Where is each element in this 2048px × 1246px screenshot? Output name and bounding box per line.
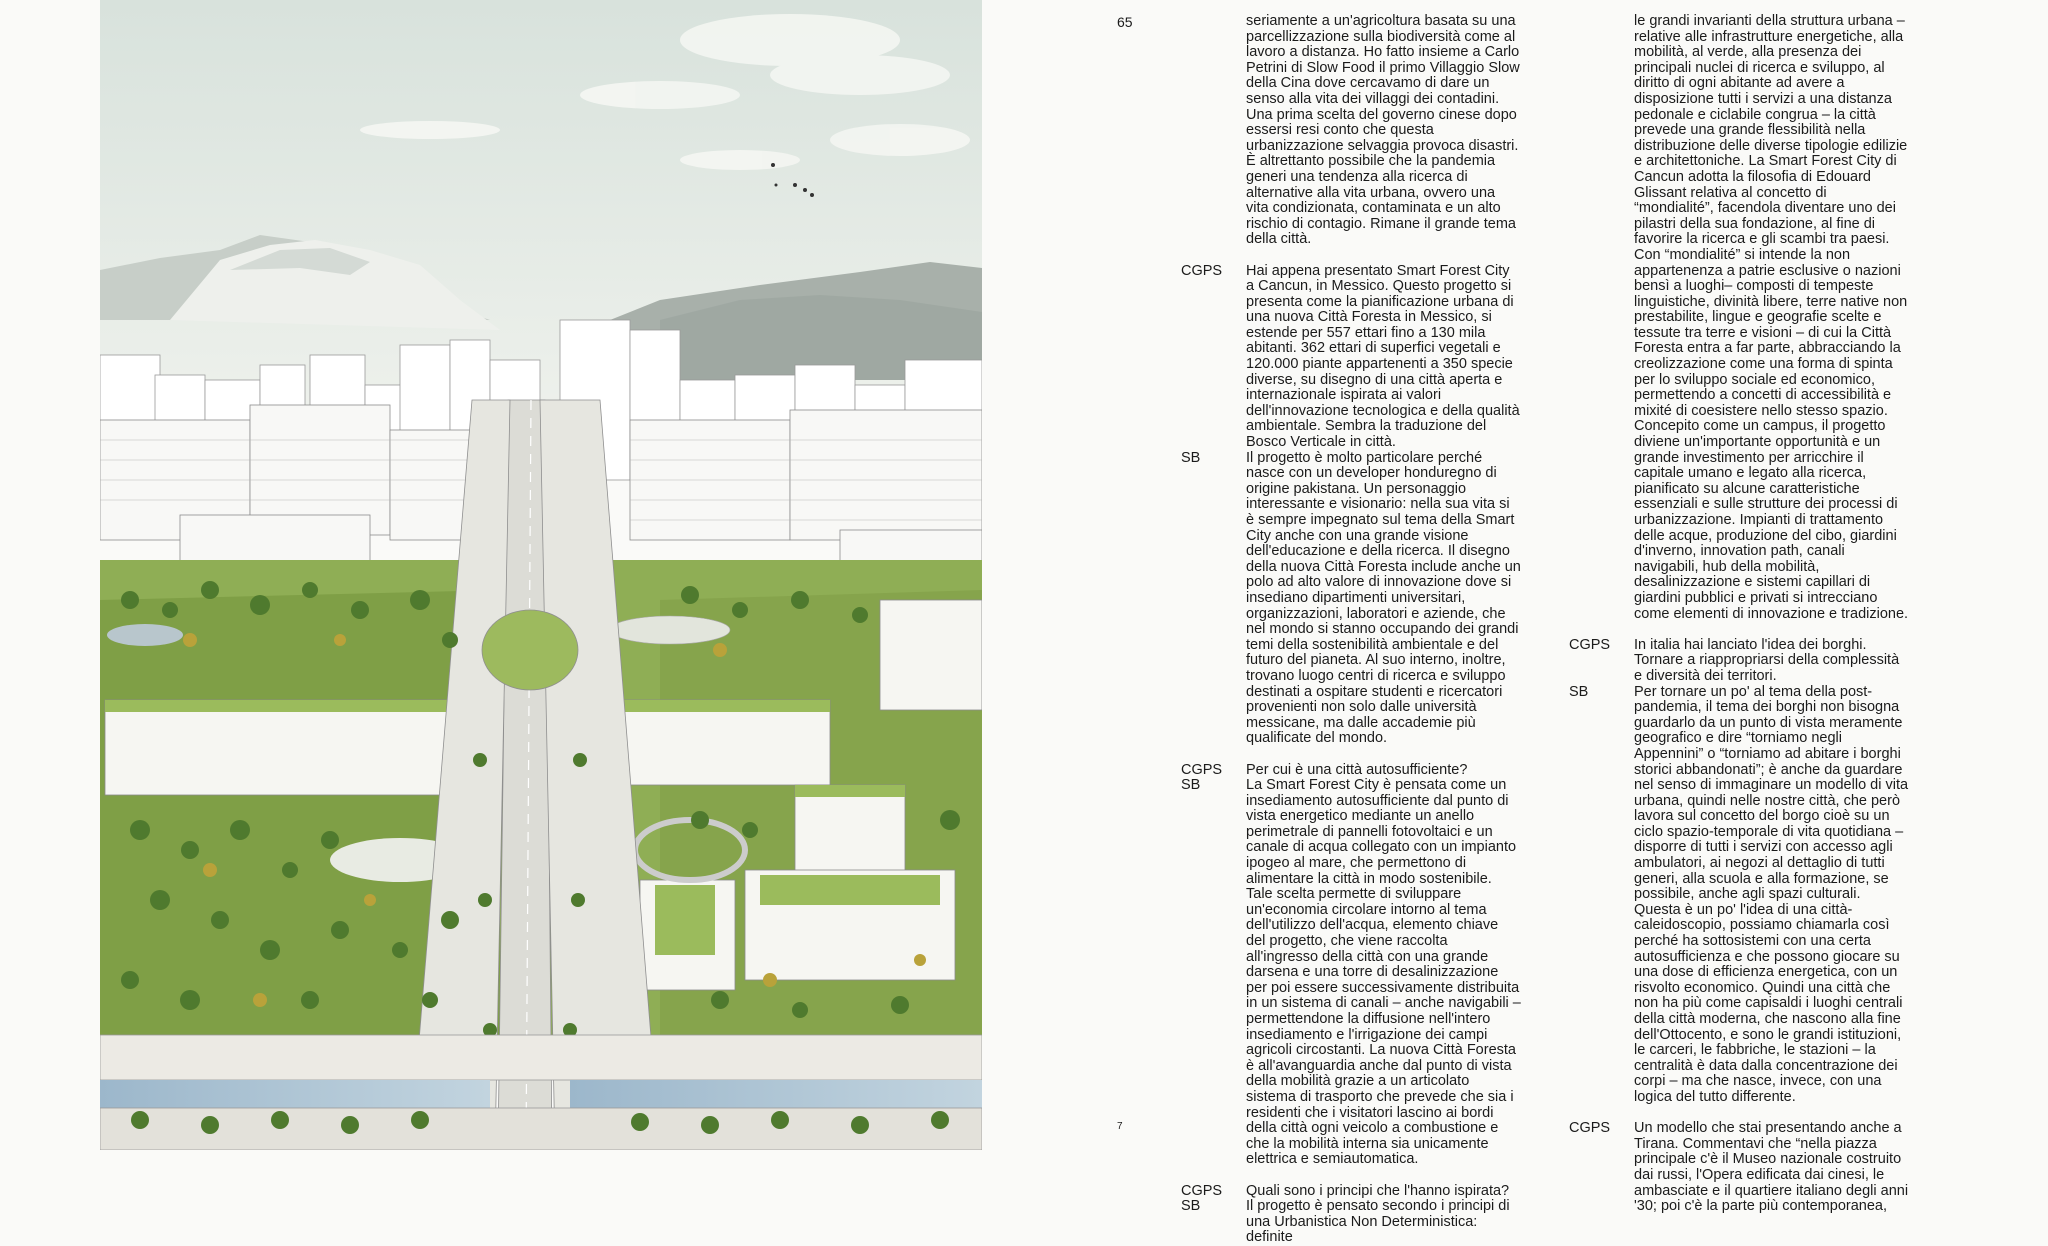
paragraph bbox=[1181, 1184, 1521, 1200]
paragraph bbox=[1181, 763, 1521, 779]
paragraph bbox=[1569, 1121, 1909, 1215]
paragraph bbox=[1181, 778, 1521, 1168]
speaker-label: CGPS bbox=[1181, 761, 1223, 778]
paragraph-text: In italia hai lanciato l'idea dei borghi. Tornare a riappropriarsi della complessità e diversità dei territori. bbox=[1634, 636, 1900, 684]
paragraph-text: Un modello che stai presentando anche a Tirana. Commentavi che “nella piazza principale c'è il Museo nazionale costruito dai russi, l'Opera edificata dai cinesi, le ambasciate e il quartiere italiano degli anni '30; poi c'è la parte più contemporanea, bbox=[1634, 1120, 1909, 1215]
paragraph bbox=[1569, 685, 1909, 1106]
paragraph-gap bbox=[1181, 747, 1521, 763]
paragraph-gap bbox=[1181, 1168, 1521, 1184]
folio-marker: 7 bbox=[1117, 1121, 1123, 1132]
speaker-label: CGPS bbox=[1569, 1120, 1611, 1137]
paragraph-text: La Smart Forest City è pensata come un insediamento autosufficiente dal punto di vista energetico mediante un anello perimetrale di pannelli fotovoltaici e un canale di acqua collegato con un impianto ipogeo al mare, che permettono di alimentare la città in modo sostenibile. Tale scelta permette di sviluppare un'economia circolare intorno al tema dell'utilizzo dell'acqua, elemento chiave del progetto, che viene raccolta all'ingresso della città con una grande darsena e una torre di desalinizzazione per poi essere successivamente distribuita in un sistema di canali – anche navigabili – permettendone la diffusione nell'intero insediamento e l'irrigazione dei campi agricoli circostanti. La nuova Città Foresta è all'avanguardia anche dal punto di vista della mobilità grazie a un articolato sistema di trasporto che prevede che sia i residenti che i visitatori lascino ai bordi della città ogni veicolo a combustione e che la mobilità interna sia unicamente elettrica e semiautomatica. bbox=[1246, 777, 1521, 1168]
paragraph bbox=[1569, 638, 1909, 685]
speaker-label: SB bbox=[1569, 683, 1589, 700]
paragraph-gap bbox=[1181, 248, 1521, 264]
paragraph-gap bbox=[1569, 1106, 1909, 1122]
paragraph-text: le grandi invarianti della struttura urbana – relative alle infrastrutture energetiche, alla mobilità, al verde, alla presenza dei principali nuclei di ricerca e sviluppo, al diritto di ogni abitante ad avere a disposizione tutti i servizi a una distanza pedonale e ciclabile congrua – la città prevede una grande flessibilità nella distribuzione delle diverse tipologie edilizie e architettoniche. La Smart Forest City di Cancun adotta la filosofia di Edouard Glissant relativa al concetto di “mondialité”, facendola diventare uno dei pilastri della sua fondazione, al fine di favorire la ricerca e gli scambi tra paesi. Con “mondialité” si intende la non appartenenza a patrie esclusive o nazioni bensì a luoghi– composti di tempeste linguistiche, divinità libere, terre native non prestabilite, lingue e geografie scelte e tessute tra terre e visioni – di cui la Città Foresta entra a far parte, abbracciando la creolizzazione come una forma di spinta per lo sviluppo sociale ed economico, permettendo a concetti di accessibilità e mixité di coesistere nello stesso spazio. Concepito come un campus, il progetto diviene un'importante opportunità e un grande investimento per arricchire il capitale umano e legato alla ricerca, pianificato su alcune caratteristiche essenziali e sulle strutture dei processi di urbanizzazione. Impianti di trattamento delle acque, produzione del cibo, giardini d'inverno, innovation path, canali navigabili, hub della mobilità, desalinizzazione e sistemi capillari di giardini pubblici e privati si intrecciano come elementi di innovazione e tradizione. bbox=[1634, 13, 1909, 622]
paragraph bbox=[1569, 14, 1909, 622]
paragraph-gap bbox=[1569, 622, 1909, 638]
paragraph-text: seriamente a un'agricoltura basata su una parcellizzazione sulla biodiversità come al lavoro a distanza. Ho fatto insieme a Carlo Petrini di Slow Food il primo Villaggio Slow della Cina dove cercavamo di dare un senso alla vita dei villaggi dei contadini. Una prima scelta del governo cinese dopo essersi resi conto che questa urbanizzazione selvaggia provoca disastri. È altrettanto possibile che la pandemia generi una tendenza alla ricerca di alternative alla vita urbana, ovvero una vita condizionata, contaminata e un alto rischio di contagio. Rimane il grande tema della città. bbox=[1246, 13, 1520, 248]
paragraph bbox=[1181, 264, 1521, 451]
speaker-label: SB bbox=[1181, 449, 1201, 466]
speaker-label: CGPS bbox=[1181, 262, 1223, 279]
speaker-label: CGPS bbox=[1569, 636, 1611, 653]
paragraph bbox=[1181, 14, 1521, 248]
paragraph-text: Per tornare un po' al tema della post-pandemia, il tema dei borghi non bisogna guardarlo da un punto di vista meramente geografico e dire “torniamo negli Appennini” o “torniamo ad abitare i borghi storici abbandonati”; è anche da guardare nel senso di immaginare un modello di vita urbana, quindi nelle nostre città, che però lavora sul concetto del borgo cioè su un ciclo spazio-temporale di vita quotidiana – disporre di tutti i servizi con accesso agli ambulatori, ai negozi al dettaglio di tutti generi, alla scuola e alla formazione, se possibile, anche agli spazi culturali. Questa è un po' l'idea di una città-caleidoscopio, possiamo chiamarla così perché ha sottosistemi con una certa autosufficienza e che possono giocare su una dose di efficienza energetica, con un risvolto economico. Quindi una città che non ha più come capisaldi i luoghi centrali della città moderna, che nascono alla fine dell'Ottocento, e sono le grandi istituzioni, le carceri, le fabbriche, le stazioni – la centralità è data dalla concentrazione dei corpi – ma che nasce, invece, con una logica del tutto differente. bbox=[1634, 683, 1909, 1105]
paragraph bbox=[1181, 1199, 1521, 1246]
speaker-label bbox=[1181, 14, 1246, 248]
paragraph-text: Il progetto è molto particolare perché nasce con un developer honduregno di origine pakistana. Un personaggio interessante e visionario: nella sua vita si è sempre impegnato sul tema della Smart City anche con una grande visione dell'educazione e della ricerca. Il disegno della nuova Città Foresta include anche un polo ad alto valore di innovazione dove si insediano dipartimenti universitari, organizzazioni, laboratori e aziende, che nel mondo si stanno occupando dei grandi temi della sostenibilità ambientale e del futuro del pianeta. Al suo interno, inoltre, trovano luogo centri di ricerca e sviluppo destinati a ospitare studenti e ricercatori provenienti non solo dalle università messicane, ma dalle accademie più qualificate del mondo. bbox=[1246, 449, 1521, 747]
paragraph-text: Per cui è una città autosufficiente? bbox=[1246, 761, 1468, 778]
speaker-label: CGPS bbox=[1181, 1182, 1223, 1199]
paragraph-text: Quali sono i principi che l'hanno ispirata? bbox=[1246, 1182, 1510, 1199]
paragraph-text: Hai appena presentato Smart Forest City a Cancun, in Messico. Questo progetto si presenta come la pianificazione urbana di una nuova Città Foresta in Messico, si estende per 557 ettari fino a 130 mila abitanti. 362 ettari di superfici vegetali e 120.000 piante appartenenti a 350 specie diverse, su disegno di una città aperta e internazionale ispirata ai valori dell'innovazione tecnologica e della qualità ambientale. Sembra la traduzione del Bosco Verticale in città. bbox=[1246, 262, 1520, 451]
page-number: 65 bbox=[1117, 14, 1133, 30]
city-forest-illustration bbox=[100, 0, 982, 1150]
paragraph bbox=[1181, 451, 1521, 747]
speaker-label: SB bbox=[1181, 777, 1201, 794]
text-column-2 bbox=[1569, 14, 1909, 1215]
text-column-1 bbox=[1181, 14, 1521, 1246]
speaker-label: SB bbox=[1181, 1198, 1201, 1215]
paragraph-text: Il progetto è pensato secondo i principi di una Urbanistica Non Deterministica: definite bbox=[1246, 1198, 1510, 1246]
speaker-label bbox=[1569, 14, 1634, 622]
